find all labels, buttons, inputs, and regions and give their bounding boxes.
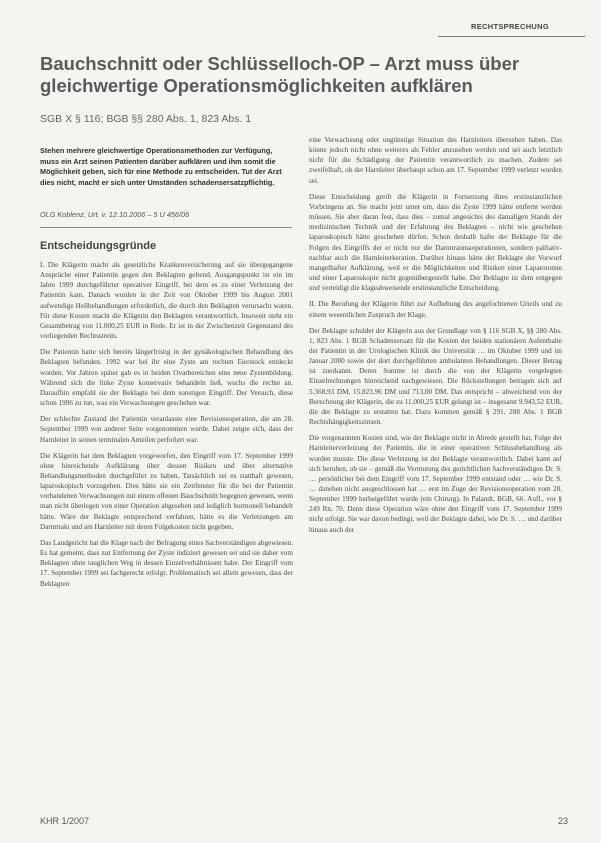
section-tag: RECHTSPRECHUNG [471,22,549,31]
lead-summary: Stehen mehrere gleichwertige Operationsmethoden zur Verfügung, muss ein Arzt seinen Patienten darüber aufklären und ihm somit die Möglichkeit geben, sich für eine Methode zu entscheiden. Tut der Arzt dies nicht, macht er sich unter Umständen schadensersatzpflichtig. [40,146,282,187]
body-paragraph: Die vorgenannten Kosten sind, wie der Beklagte nicht in Abrede gestellt hat, Folge der Harnleiterverletzung der Patientin, die in einer operativen Schlussbehandlung als worden musste. Die diese Verletzung ist der Beklagte verantwortlich. Dabei kann auf sich beruhen, ob sie – gemäß die Vermutung des gerichtlichen Sachverständigen Dr. S. … persönlicher bei dem Eingriff vom 17. September 1999 entstand oder … wie Dr. S. … daneben nicht ausgeschlossen hat … erst im Zuge der Revisionsoperation vom 28. September 1999 herbeigeführt wurde (ein Chirurg). In Palandt, BGB, 66. Aufl., vor § 249 Rn. 70. Denn diese Operation wäre ohne den Eingriff vom 17. September 1999 nicht erfolgt. Sie war davon bedingt, weil der Beklagte dabei, wie Dr. S. … und darüber hinaus auch der [309,434,562,534]
divider [40,227,292,228]
body-paragraph: Die Patientin hatte sich bereits längerfristig in der gynäkologischen Behandlung des Beklagten befunden. 1992 war bei ihr eine Zyste am rechten Eierstock entdeckt worden. Vor Jahren später gab es in beiden Ovarbereichen eine neue Zystenbildung. Während sich die linke Zyste konservativ behandeln ließ, wuchs die rechte an. Daraufhin empfahl sie der Beklagte bei dem sonstigen Eingriff. Der Versuch, diese schon 1996 zu tun, was ein Verwachsungen geschehen war. [40,348,293,408]
statute-citation: SGB X § 116; BGB §§ 280 Abs. 1, 823 Abs. 1 [40,113,252,125]
article-title: Bauchschnitt oder Schlüsselloch-OP – Arzt muss über gleichwertige Operationsmöglichkeiten aufklären [40,53,520,96]
section-tag-rule [438,36,585,37]
journal-footer: KHR 1/2007 [40,816,90,826]
body-paragraph: II. Die Berufung der Klägerin führt zur Aufhebung des angefochtenen Urteils und zu einem wesentlichen Zuspruch der Klage. [309,300,562,319]
body-paragraph: Der schlechte Zustand der Patientin veranlasste eine Revisionsoperation, die am 28. September 1999 von anderer Seite vorgenommen wurde. Dabei zeigte sich, dass der Harnleiter in seinen terminalen Anteilen perforiert war. [40,415,293,444]
body-paragraph: I. Die Klägerin macht als gesetzliche Krankenversicherung auf sie übergegangene Ansprüche einer Patientin gegen den Beklagten geltend. Ausgangspunkt ist ein im Jahre 1999 durchgeführter operativer Eingriff, bei dem es zu einer Verletzung der Patientin kam. Danach wurden in der Zeit von Oktober 1999 bis August 2001 aufwendige Heilbehandlungen erforderlich, die durch den Beklagten verursacht waren. Für diese Kosten macht die Klägerin den Beklagten verantwortlich. Insoweit steht ein Gesamtbetrag von 11.000,25 EUR in Rede. Er ist in der Zwischenzeit Gegenstand des vorliegenden Rechtsstreits. [40,261,293,341]
section-heading: Entscheidungsgründe [40,240,157,252]
body-paragraph: Die Klägerin hat dem Beklagten vorgeworfen, den Eingriff vom 17. September 1999 ohne hinreichende Aufklärung über dessen Risiken und über alternative Behandlungsmethoden durchgeführt zu haben. Tatsächlich sei es statthaft gewesen, laparoskopisch vorzugehen. Dies hätte sie ein Zeitfenster für die bei der Patientin vorhandenen Verwachsungen mit einem offenen Bauchschnitt begegnen gewesen, wenn man nicht überlegen von einer Operation abgesehen und lediglich hormonell behandelt hätte. Wäre der Beklagte entsprechend verfahren, hätte es die Verletzungen am Darmtrakt und am Harnleiter mit deren Folgekosten nicht gegeben. [40,451,294,531]
body-paragraph: eine Verwachsung oder ungünstige Situation des Harnleiters übersehen haben. Das könne jedoch nicht ohne weiteres als Fehler anzusehen werden und sei auch letztlich nicht für die Schädigung der Patientin verantwortlich zu machen. Zudem sei zweifelhaft, ob der Harnleiter überhaupt schon am 17. September 1999 verletzt worden sei. [309,136,562,185]
court-reference: OLG Koblenz, Urt. v. 12.10.2006 – 5 U 456/06 [40,210,190,219]
page-number: 23 [557,816,568,826]
body-paragraph: Der Beklagte schuldet der Klägerin aus der Grundlage von § 116 SGB X, §§ 280 Abs. 1, 823 Abs. 1 BGB Schadensersatz für die Kosten der beiden stationären Aufenthalte der Patientin in der Urologischen Klinik der Universität … im Oktober 1999 und im Januar 2000 sowie der dort durchgeführten ambulanten Behandlungen. Dieser Betrag ist zuerkannt. Deren Summe ist durch die von der Klägerin vorgelegten Einzelrechnungen hinreichend nachgewiesen. Die Rückstellungen betragen sich auf 5.368,93 DM, 15.823,96 DM und 713,00 DM. Das entspricht – abweichend von der Berechnung der Klägerin, die zu 11.000,25 EUR gelangt ist – insgesamt 9.943,52 EUR, die der Beklagte zu erstatten hat. Dazu kommen gemäß § 291, 288 Abs. 1 BGB Rechtshängigkeitszinsen. [309,326,562,427]
body-paragraph: Das Landgericht hat die Klage nach der Befragung eines Sachverständigen abgewiesen. Es hat gemeint, dass zur Entfernung der Zyste indiziert gewesen sei und sie daher vom Beklagten ohne tauglichen Weg in dessen Einzelverhältnissen habe. Der Eingriff vom 17. September 1999 sei fachgerecht erfolgt. Problematisch sei allein gewesen, dass der Beklagten [40,538,293,588]
body-paragraph: Diese Entscheidung greift die Klägerin in Fortsetzung ihres erstinstanzlichen Vorbringens an. Sie macht jetzt unter um, dass die Zyste 1999 hätte entfernt werden müssen. Sie aber daran fest, dass dies – zumal angesichts des damaligen Stands der medizinischen Technik und der Erfahrung des Beklagten – nicht wie geschehen laparoskopisch hätte geschehen dürfen. Schon deshalb hafte der Beklagte für die Folgen des Eingriffs der er nicht nur die Darmtraumaoperationen, sondern palliativ-nachbar auch die Harnleiterkeration. Darüber hinaus hätte der Beklagte der Vorwurf mangelhafter Aufklärung, weil er die Möglichkeiten und Risiken einer Laparotomie und einer Laparoskopie nicht gegenübergestellt habe. Der Beklagte ist dem entgegen und verteidigt die klageabweisende erstinstanzliche Entscheidung. [309,192,562,293]
left-column [40,260,293,595]
right-column [309,135,562,541]
